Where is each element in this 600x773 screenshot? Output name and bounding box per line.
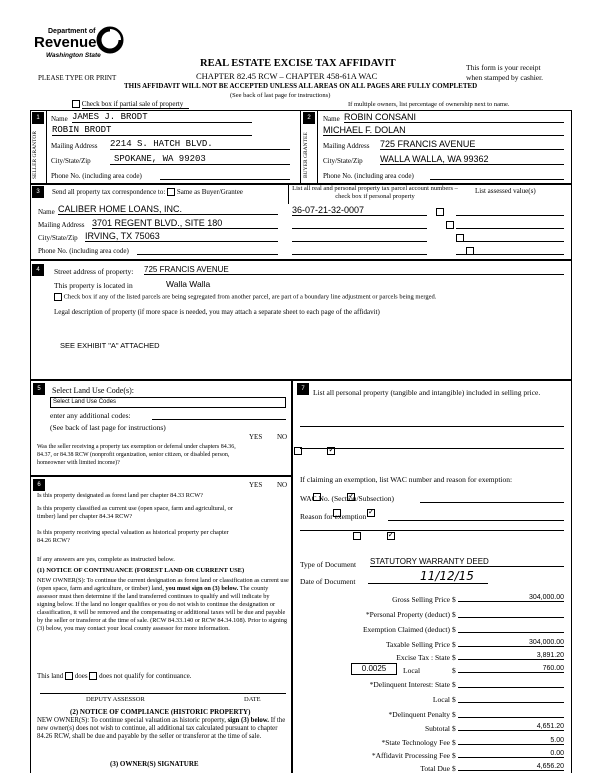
no-6: NO: [277, 481, 288, 489]
partial-sale[interactable]: [72, 100, 189, 108]
divider: [300, 110, 301, 184]
continuance: [37, 672, 191, 680]
affidavit-fee-value[interactable]: 0.00: [458, 750, 564, 758]
form-title: REAL ESTATE EXCISE TAX AFFIDAVIT: [200, 58, 396, 69]
segregated-label: Check box if any of the listed parcels are being segregated from another parcel, are part of a boundary line adjustment or parcels being merged.: [63, 293, 437, 301]
signature-line[interactable]: [40, 693, 286, 694]
doc-date-label: Date of Document: [300, 577, 356, 586]
doc-date[interactable]: 11/12/15: [368, 569, 488, 584]
tech-fee-value[interactable]: 5.00: [458, 737, 564, 745]
penalty-dollar: $: [452, 710, 456, 719]
tech-fee-dollar: $: [452, 738, 456, 747]
notice-1-body-a: NEW OWNER(S): To continue the current designation as forest land or classification as current use (open space, farm and agriculture, or timber) land,: [37, 577, 289, 592]
assessed-3[interactable]: [456, 241, 564, 242]
seller-address-label: Mailing Address: [51, 142, 98, 150]
personal-dollar: $: [452, 610, 456, 619]
personal-property-line-1[interactable]: [300, 426, 564, 427]
see-back-5: (See back of last page for instructions): [50, 423, 166, 432]
same-as-buyer-checkbox[interactable]: [167, 188, 175, 196]
wac-field[interactable]: [420, 494, 564, 503]
assessed-1[interactable]: [456, 215, 564, 216]
street-address[interactable]: 725 FRANCIS AVENUE: [144, 265, 564, 275]
deputy-label: DEPUTY ASSESSOR: [86, 696, 145, 703]
same-as-label: Same as Buyer/Grantee: [176, 188, 243, 196]
reason-label: Reason for exemption: [300, 512, 367, 521]
parcel-2[interactable]: [292, 228, 427, 229]
total-value[interactable]: 4,656.20: [458, 763, 564, 771]
exemption-claimed-dollar: $: [452, 625, 456, 634]
delinquent-state-label: *Delinquent Interest: State: [369, 680, 450, 689]
yes-6: YES: [249, 481, 263, 489]
buyer-side-label: BUYER GRANTEE: [303, 132, 309, 178]
seller-phone[interactable]: [160, 171, 290, 180]
buyer-name-2[interactable]: MICHAEL F. DOLAN: [323, 125, 564, 136]
divider: [317, 110, 318, 184]
reason-field[interactable]: [388, 512, 564, 521]
print-note: PLEASE TYPE OR PRINT: [38, 74, 117, 82]
notice-1-body: [37, 577, 289, 633]
segregated-checkbox[interactable]: [54, 293, 62, 301]
seller-name-label: Name: [51, 115, 68, 123]
segregated[interactable]: [54, 293, 436, 301]
located-value[interactable]: Walla Walla: [166, 279, 211, 289]
delinquent-state-dollar: $: [452, 680, 456, 689]
additional-codes[interactable]: [152, 411, 286, 420]
parcel-3[interactable]: [292, 241, 427, 242]
personal-property-label: List all personal property (tangible and intangible) included in selling price.: [313, 388, 541, 397]
personal-value[interactable]: [458, 609, 564, 618]
form-chapter: CHAPTER 82.45 RCW – CHAPTER 458-61A WAC: [196, 71, 378, 81]
does-checkbox[interactable]: [65, 672, 73, 680]
subtotal-label: Subtotal: [424, 724, 450, 733]
taxable-label: Taxable Selling Price: [385, 640, 450, 649]
local-dollar: $: [452, 666, 456, 675]
delinquent-state-value[interactable]: [458, 679, 564, 688]
notice-1-title: (1) NOTICE OF CONTINUANCE (FOREST LAND OR CURRENT USE): [37, 567, 245, 574]
yes-5: YES: [249, 433, 263, 441]
local-label: Local: [403, 666, 421, 675]
seller-side-label: SELLER GRANTOR: [32, 130, 38, 180]
forest-question: Is this property designated as forest land per chapter 84.33 RCW?: [37, 492, 203, 499]
dept-swirl-icon: [96, 26, 124, 54]
partial-sale-checkbox[interactable]: [72, 100, 80, 108]
penalty-label: *Delinquent Penalty: [388, 710, 450, 719]
notice-2-body: [37, 717, 289, 741]
doc-type[interactable]: STATUTORY WARRANTY DEED: [370, 557, 564, 567]
notice-2-a: NEW OWNER(S): To continue special valuation as historic property,: [37, 717, 226, 724]
does-label: does: [74, 672, 88, 680]
send-label: Send all property tax correspondence to:: [52, 188, 166, 196]
parcel-header: List all real and personal property tax parcel account numbers – check box if personal property: [292, 185, 458, 200]
personal-property-line-2[interactable]: [300, 448, 564, 449]
divider: [288, 184, 289, 204]
section-2-number: 2: [303, 112, 315, 124]
assessed-2[interactable]: [456, 228, 564, 229]
if-yes-note: If any answers are yes, complete as instructed below.: [37, 556, 175, 563]
receipt-note-2: when stamped by cashier.: [466, 73, 544, 82]
affidavit-fee-dollar: $: [452, 751, 456, 760]
parcel-4[interactable]: [292, 254, 427, 255]
notice-2-bold: sign (3) below.: [227, 717, 269, 724]
buyer-phone-label: Phone No. (including area code): [323, 172, 414, 180]
seller-city-label: City/State/Zip: [51, 157, 91, 165]
parcel-1[interactable]: 36-07-21-32-0007: [292, 205, 427, 216]
legal-value[interactable]: SEE EXHIBIT "A" ATTACHED: [60, 341, 160, 350]
buyer-name-1[interactable]: ROBIN CONSANI: [344, 112, 564, 123]
corr-address[interactable]: 3701 REGENT BLVD., SITE 180: [92, 218, 278, 229]
dept-line1: Department of: [48, 28, 96, 35]
section-6-number: 6: [33, 479, 45, 491]
exemption-question: Was the seller receiving a property tax exemption or deferral under chapters 84.36, 84.37, or 84.38 RCW (nonprofit organization, senior citizen, or disabled person, homeowner with limited income)?: [37, 444, 236, 466]
no-5: NO: [277, 433, 288, 441]
notice-2-b: If the new owner(s) does not wish to continue, all additional tax calculated pursuant to chapter 84.26 RCW, shall be due and payable by the seller or transferor at the time of sale.: [37, 717, 286, 740]
assessed-header: List assessed value(s): [475, 187, 536, 195]
dept-line3: Washington State: [46, 52, 101, 59]
section-4-number: 4: [32, 264, 44, 276]
instructions-note: (See back of last page for instructions): [230, 92, 331, 99]
notice-3-title: (3) OWNER(S) SIGNATURE: [110, 760, 199, 768]
buyer-phone[interactable]: [430, 171, 564, 180]
corr-name[interactable]: CALIBER HOME LOANS, INC.: [58, 204, 278, 215]
seller-name-2[interactable]: ROBIN BRODT: [52, 125, 252, 136]
seller-address[interactable]: 2214 S. HATCH BLVD.: [110, 139, 290, 150]
corr-phone[interactable]: [137, 247, 278, 255]
dept-logo: [34, 26, 134, 66]
penalty-value[interactable]: [458, 709, 564, 718]
tech-fee-label: *State Technology Fee: [381, 738, 450, 747]
gross-label: Gross Selling Price: [392, 595, 450, 604]
state-label: Excise Tax : State: [396, 653, 450, 662]
corr-name-label: Name: [38, 208, 55, 216]
notice-1-body-b: The county assessor must then determine if the land transferred continues to qualify and will indicate by signing below. If the land no longer qualifies or you do not wish to continue the designation or classification, it will be removed and the compensating or additional taxes will be due and payable by the seller or transferor at the time of sale. (RCW 84.33.140 or RCW 84.34.108). Prior to signing (3) below, you may contact your local county assessor for more information.: [37, 585, 288, 632]
corr-city[interactable]: IRVING, TX 75063: [85, 231, 278, 242]
warning: THIS AFFIDAVIT WILL NOT BE ACCEPTED UNLESS ALL AREAS ON ALL PAGES ARE FULLY COMPLETED: [124, 82, 478, 90]
multiple-owners-note: If multiple owners, list percentage of ownership next to name.: [348, 101, 510, 108]
seller-phone-label: Phone No. (including area code): [51, 172, 142, 180]
section-7-number: 7: [297, 383, 309, 395]
corr-city-label: City/State/Zip: [38, 234, 78, 242]
gross-dollar: $: [452, 595, 456, 604]
send-correspondence[interactable]: [52, 188, 243, 196]
historic-question: Is this property receiving special valuation as historical property per chapter 84.26 RCW?: [37, 529, 229, 544]
header: [0, 0, 600, 110]
local-rate[interactable]: 0.0025: [351, 663, 397, 675]
subtotal-dollar: $: [452, 724, 456, 733]
does-not-label: does not: [99, 672, 123, 680]
legal-label: Legal description of property (if more space is needed, you may attach a separate sheet to each page of the affidavit): [54, 308, 380, 316]
delinquent-local-value[interactable]: [458, 694, 564, 703]
buyer-city[interactable]: WALLA WALLA, WA 99362: [380, 154, 564, 165]
corr-phone-label: Phone No. (including area code): [38, 247, 129, 255]
taxable-value[interactable]: 304,000.00: [458, 639, 564, 647]
total-dollar: $: [452, 764, 456, 773]
land-use-select[interactable]: Select Land Use Codes: [50, 397, 286, 408]
exemption-claimed-label: Exemption Claimed (deduct): [362, 625, 450, 634]
buyer-address[interactable]: 725 FRANCIS AVENUE: [380, 139, 564, 150]
dept-line2: Revenue: [34, 34, 97, 51]
qualify-label: qualify for continuance.: [124, 672, 192, 680]
notice-1-bold: you must sign on (3) below.: [165, 585, 239, 592]
total-label: Total Due: [420, 764, 450, 773]
exemption-claimed-value[interactable]: [458, 624, 564, 633]
divider: [46, 110, 47, 184]
wac-label: WAC No. (Section/Subsection): [300, 494, 394, 503]
seller-city[interactable]: SPOKANE, WA 99203: [110, 154, 290, 165]
parcel-2-personal-checkbox[interactable]: [446, 221, 454, 229]
corr-address-label: Mailing Address: [38, 221, 85, 229]
buyer-address-label: Mailing Address: [323, 142, 370, 150]
subtotal-value[interactable]: 4,651.20: [458, 723, 564, 731]
state-value[interactable]: 3,891.20: [458, 652, 564, 660]
select-label: Select Land Use Code(s):: [52, 386, 134, 395]
date-label: DATE: [244, 696, 261, 703]
personal-label: *Personal Property (deduct): [365, 610, 450, 619]
delinquent-local-label: Local: [432, 695, 450, 704]
parcel-1-personal-checkbox[interactable]: [436, 208, 444, 216]
section-3-number: 3: [32, 186, 44, 198]
exemption-claim-label: If claiming an exemption, list WAC number and reason for exemption:: [300, 475, 513, 484]
gross-value[interactable]: 304,000.00: [458, 594, 564, 602]
buyer-city-label: City/State/Zip: [323, 157, 363, 165]
receipt-note-1: This form is your receipt: [466, 63, 541, 72]
local-value[interactable]: 760.00: [458, 665, 564, 673]
notice-2-title: (2) NOTICE OF COMPLIANCE (HISTORIC PROPERTY): [70, 708, 251, 716]
street-label: Street address of property:: [54, 267, 134, 276]
land-label: This land: [37, 672, 64, 680]
partial-sale-label: Check box if partial sale of property: [82, 100, 189, 109]
reason-field-2[interactable]: [300, 530, 564, 531]
state-dollar: $: [452, 653, 456, 662]
section-4: [30, 260, 572, 380]
additional-label: enter any additional codes:: [50, 411, 131, 420]
doc-type-label: Type of Document: [300, 560, 357, 569]
assessed-4[interactable]: [456, 254, 564, 255]
seller-name-1[interactable]: JAMES J. BRODT: [72, 112, 252, 123]
located-label: This property is located in: [54, 281, 133, 290]
does-not-checkbox[interactable]: [89, 672, 97, 680]
current-use-question: Is this property classified as current use (open space, farm and agricultural, or timber) land per chapter 84.34 RCW?: [37, 505, 233, 520]
buyer-name-label: Name: [323, 115, 340, 123]
delinquent-local-dollar: $: [452, 695, 456, 704]
affidavit-fee-label: *Affidavit Processing Fee: [371, 751, 450, 760]
section-5-number: 5: [33, 383, 45, 395]
taxable-dollar: $: [452, 640, 456, 649]
section-1-number: 1: [32, 112, 44, 124]
